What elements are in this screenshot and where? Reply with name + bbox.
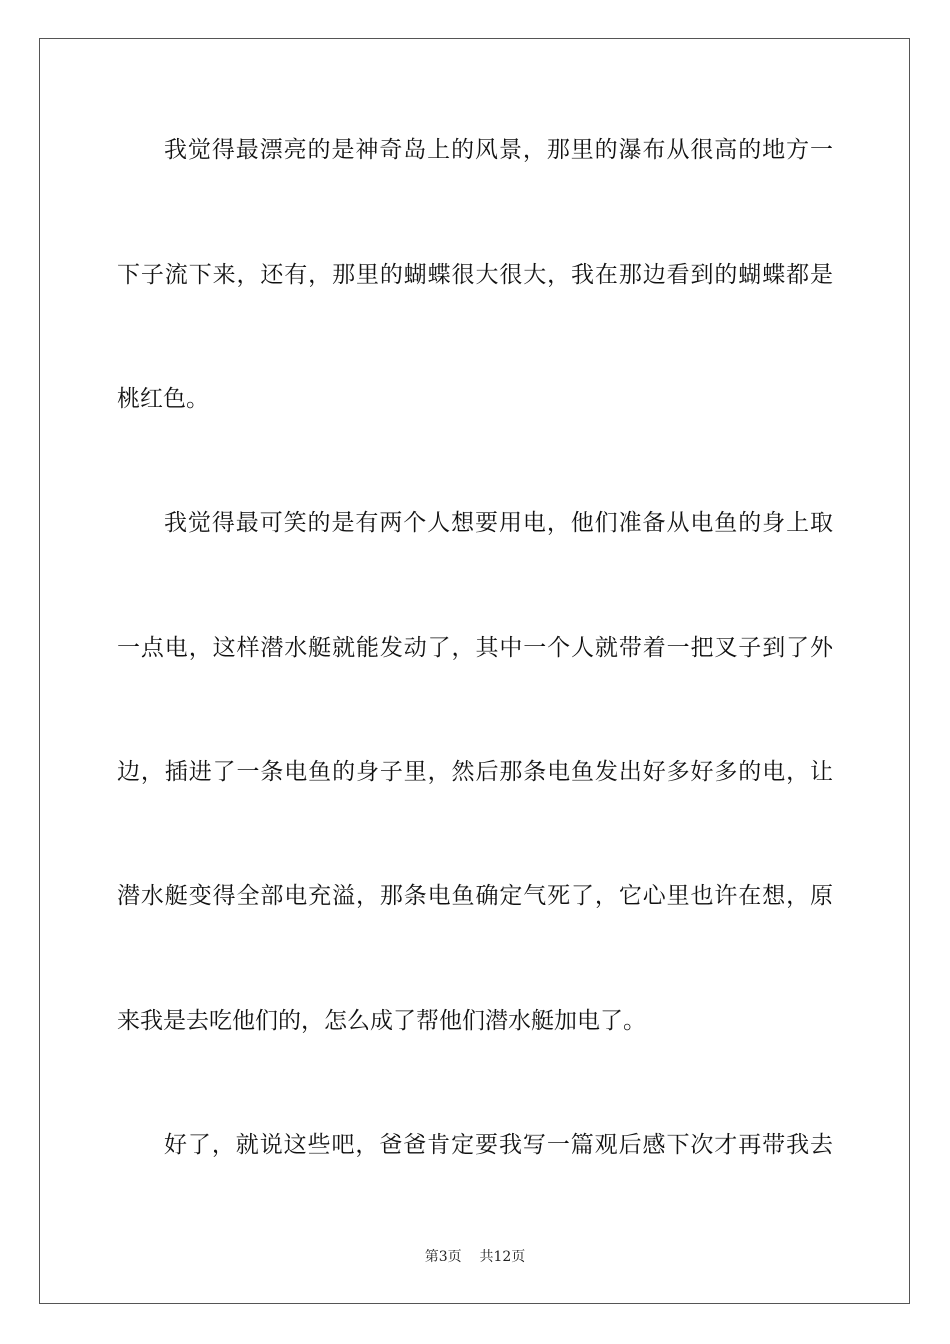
paragraph-2-line-4: 潜水艇变得全部电充溢，那条电鱼确定气死了，它心里也许在想，原	[117, 883, 833, 909]
paragraph-1-line-2: 下子流下来，还有，那里的蝴蝶很大很大，我在那边看到的蝴蝶都是	[117, 262, 833, 288]
paragraph-2-line-5: 来我是去吃他们的，怎么成了帮他们潜水艇加电了。	[117, 1008, 646, 1034]
total-pages: 共12页	[479, 1249, 526, 1265]
paragraph-2-line-1: 我觉得最可笑的是有两个人想要用电，他们准备从电鱼的身上取	[164, 510, 833, 536]
paragraph-2-line-2: 一点电，这样潜水艇就能发动了，其中一个人就带着一把叉子到了外	[117, 635, 833, 661]
page-border	[39, 38, 910, 1304]
paragraph-2-line-3: 边，插进了一条电鱼的身子里，然后那条电鱼发出好多好多的电，让	[117, 759, 833, 785]
paragraph-1-line-3: 桃红色。	[117, 386, 209, 412]
paragraph-1-line-1: 我觉得最漂亮的是神奇岛上的风景，那里的瀑布从很高的地方一	[164, 137, 833, 163]
page-number: 第3页	[424, 1249, 462, 1265]
page-footer	[0, 1247, 950, 1267]
paragraph-3-line-1: 好了，就说这些吧，爸爸肯定要我写一篇观后感下次才再带我去	[164, 1132, 833, 1158]
